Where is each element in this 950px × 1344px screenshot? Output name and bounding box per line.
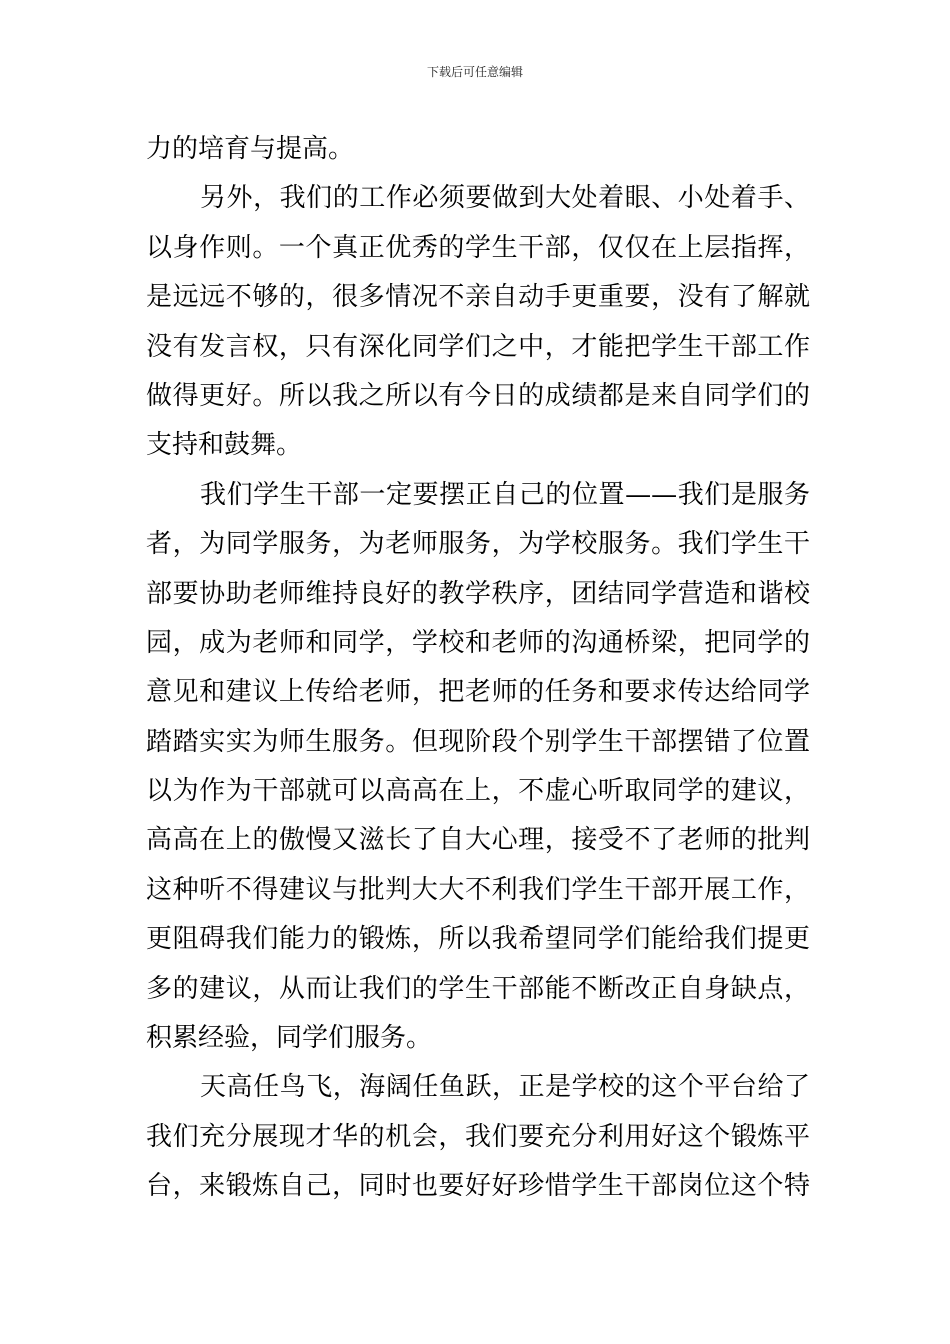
header-note: 下载后可任意编辑 (426, 65, 523, 79)
paragraph-line: 这种听不得建议与批判大大不利我们学生干部开展工作， (146, 874, 810, 905)
paragraph-line: 多的建议，从而让我们的学生干部能不断改正自身缺点， (146, 973, 810, 1004)
paragraph-line: 我们充分展现才华的机会，我们要充分利用好这个锻炼平 (146, 1121, 810, 1152)
paragraph-line: 园，成为老师和同学，学校和老师的沟通桥梁，把同学的 (146, 627, 810, 658)
paragraph-line: 是远远不够的，很多情况不亲自动手更重要，没有了解就 (146, 282, 810, 313)
paragraph-line: 更阻碍我们能力的锻炼，所以我希望同学们能给我们提更 (146, 924, 810, 955)
document-body (146, 125, 810, 1212)
paragraph-line: 我们学生干部一定要摆正自己的位置——我们是服务 (200, 479, 810, 510)
paragraph-line: 高高在上的傲慢又滋长了自大心理，接受不了老师的批判 (146, 825, 810, 856)
paragraph-line: 以为作为干部就可以高高在上，不虚心听取同学的建议， (146, 776, 810, 807)
paragraph-line: 部要协助老师维持良好的教学秩序，团结同学营造和谐校 (146, 578, 810, 609)
paragraph-line: 没有发言权，只有深化同学们之中，才能把学生干部工作 (146, 331, 810, 362)
paragraph-line: 支持和鼓舞。 (146, 430, 303, 461)
paragraph-line: 以身作则。一个真正优秀的学生干部，仅仅在上层指挥， (146, 232, 810, 263)
paragraph-line: 意见和建议上传给老师，把老师的任务和要求传达给同学 (146, 677, 810, 708)
paragraph-line: 做得更好。所以我之所以有今日的成绩都是来自同学们的 (146, 380, 810, 411)
paragraph-line: 台，来锻炼自己，同时也要好好珍惜学生干部岗位这个特 (146, 1171, 810, 1202)
paragraph-line: 力的培育与提高。 (146, 134, 355, 164)
paragraph-line: 天高任鸟飞，海阔任鱼跃，正是学校的这个平台给了 (200, 1072, 810, 1103)
paragraph-line: 踏踏实实为师生服务。但现阶段个别学生干部摆错了位置 (146, 726, 810, 757)
paragraph-line: 积累经验，同学们服务。 (146, 1023, 433, 1054)
paragraph-line: 另外，我们的工作必须要做到大处着眼、小处着手、 (200, 183, 810, 214)
paragraph-line: 者，为同学服务，为老师服务，为学校服务。我们学生干 (146, 529, 810, 560)
